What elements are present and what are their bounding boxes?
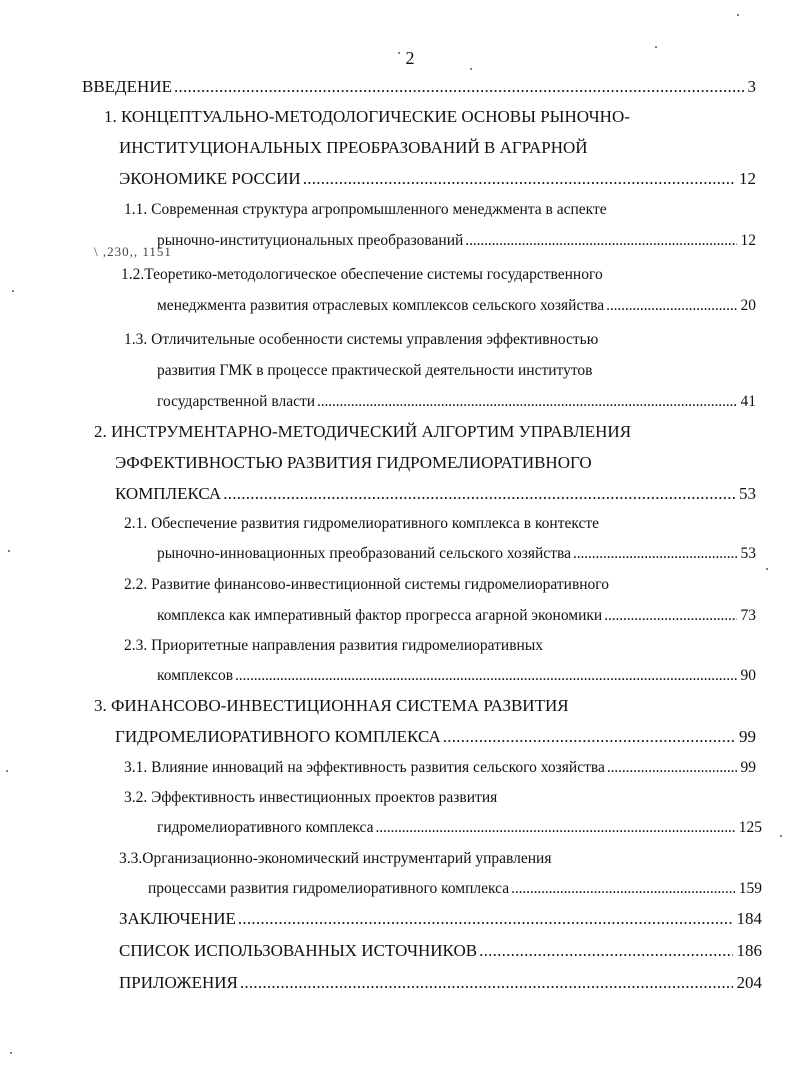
toc-entry[interactable] [124,633,756,659]
toc-entry-page: 99 [739,727,756,746]
toc-entry[interactable] [104,104,756,130]
library-stamp: \ ,230,, 1151 [94,244,172,259]
scan-speck [10,1052,12,1054]
toc-entry-title: 1. КОНЦЕПТУАЛЬНО-МЕТОДОЛОГИЧЕСКИЕ ОСНОВЫ РЫНОЧНО- [104,107,630,126]
toc-entry[interactable] [115,481,756,507]
toc-entry-page: 12 [740,232,756,249]
toc-entry[interactable] [94,419,756,445]
toc-entry[interactable] [119,938,762,964]
toc-entry-title: КОМПЛЕКСА [115,484,222,503]
toc-entry[interactable] [157,815,762,841]
toc-entry-page: 90 [740,667,756,684]
toc-entry-page: 99 [740,759,756,776]
toc-entry-page: 73 [740,607,756,624]
toc-entry-title: СПИСОК ИСПОЛЬЗОВАННЫХ ИСТОЧНИКОВ [119,941,478,960]
toc-entry[interactable] [124,511,756,537]
toc-entry-title: 3.1. Влияние инноваций на эффективность развития сельского хозяйства [124,759,605,776]
toc-entry-title: процессами развития гидромелиоративного комплекса [148,880,510,897]
toc-entry-title: гидромелиоративного комплекса [157,819,374,836]
toc-entry-page: 3 [747,77,756,96]
toc-entry-title: менеджмента развития отраслевых комплексов сельского хозяйства [157,297,605,314]
scan-speck [766,568,768,570]
toc-entry-title: 3.2. Эффективность инвестиционных проектов развития [124,789,498,806]
toc-entry[interactable] [94,693,756,719]
scan-speck [398,52,400,54]
toc-entry[interactable] [148,876,762,902]
toc-entry-title: 1.1. Современная структура агропромышленного менеджмента в аспекте [124,201,607,218]
toc-entry[interactable] [157,603,756,629]
toc-entry[interactable] [115,724,756,750]
toc-entry-title: комплекса как императивный фактор прогресса агарной экономики [157,607,603,624]
toc-entry[interactable] [124,197,756,223]
toc-entry-title: рыночно-институциональных преобразований [157,232,464,249]
scan-speck [470,68,472,70]
toc-entry-title: 1.3. Отличительные особенности системы управления эффективностью [124,331,599,348]
toc-entry[interactable] [124,327,756,353]
toc-entry[interactable] [119,846,762,872]
toc-entry-title: ГИДРОМЕЛИОРАТИВНОГО КОМПЛЕКСА [115,727,441,746]
toc-entry-title: 2.1. Обеспечение развития гидромелиоративного комплекса в контексте [124,515,600,532]
toc-entry-title: 1.2.Теоретико-методологическое обеспечение системы государственного [121,266,603,283]
toc-entry-page: 125 [738,819,762,836]
toc-entry[interactable] [124,755,756,781]
toc-entry-title: 3.3.Организационно-экономический инструментарий управления [119,850,552,867]
toc-entry[interactable] [157,541,756,567]
toc-entry-page: 53 [739,484,756,503]
toc-entry[interactable] [82,74,756,100]
toc-entry[interactable] [157,663,756,689]
toc-entry-title: ИНСТИТУЦИОНАЛЬНЫХ ПРЕОБРАЗОВАНИЙ В АГРАРНОЙ [119,138,588,157]
toc-entry-page: 184 [736,909,762,928]
page-number: 2 [405,48,415,68]
toc-entry-page: 204 [736,973,762,992]
scan-speck [8,550,10,552]
toc-entry-title: государственной власти [157,393,316,410]
toc-entry-page: 53 [740,545,756,562]
toc-entry-page: 159 [738,880,762,897]
toc-entry-title: рыночно-инновационных преобразований сельского хозяйства [157,545,571,562]
toc-entry-title: развития ГМК в процессе практической деятельности институтов [157,362,593,379]
scan-speck [737,14,739,16]
toc-entry-title: ЗАКЛЮЧЕНИЕ [119,909,236,928]
toc-entry[interactable] [121,262,756,288]
toc-entry[interactable] [124,785,756,811]
toc-entry[interactable] [124,572,756,598]
toc-entry-page: 20 [740,297,756,314]
toc-entry-title: 2.3. Приоритетные направления развития гидромелиоративных [124,637,543,654]
toc-entry-title: ПРИЛОЖЕНИЯ [119,973,238,992]
toc-entry[interactable] [157,358,756,384]
toc-entry[interactable] [119,166,756,192]
toc-entry-page: 12 [739,169,756,188]
toc-entry[interactable] [119,970,762,996]
scan-speck [655,46,657,48]
toc-entry-title: 2. ИНСТРУМЕНТАРНО-МЕТОДИЧЕСКИЙ АЛГОРТИМ УПРАВЛЕНИЯ [94,422,632,441]
toc-entry[interactable] [119,906,762,932]
scan-speck [6,770,8,772]
toc-entry-page: 41 [740,393,756,410]
toc-entry-title: 2.2. Развитие финансово-инвестиционной системы гидромелиоративного [124,576,610,593]
toc-entry[interactable] [157,293,756,319]
toc-entry[interactable] [157,389,756,415]
scan-speck [12,290,14,292]
toc-entry[interactable] [157,228,756,254]
toc-entry-title: ЭФФЕКТИВНОСТЬЮ РАЗВИТИЯ ГИДРОМЕЛИОРАТИВНОГО [115,453,592,472]
toc-entry-title: комплексов [157,667,234,684]
scan-speck [780,835,782,837]
toc-entry[interactable] [115,450,756,476]
toc-entry-page: 186 [736,941,762,960]
toc-entry-title: 3. ФИНАНСОВО-ИНВЕСТИЦИОННАЯ СИСТЕМА РАЗВИТИЯ [94,696,569,715]
toc-entry[interactable] [119,135,756,161]
toc-entry-title: ВВЕДЕНИЕ [82,77,172,96]
toc-entry-title: ЭКОНОМИКЕ РОССИИ [119,169,301,188]
